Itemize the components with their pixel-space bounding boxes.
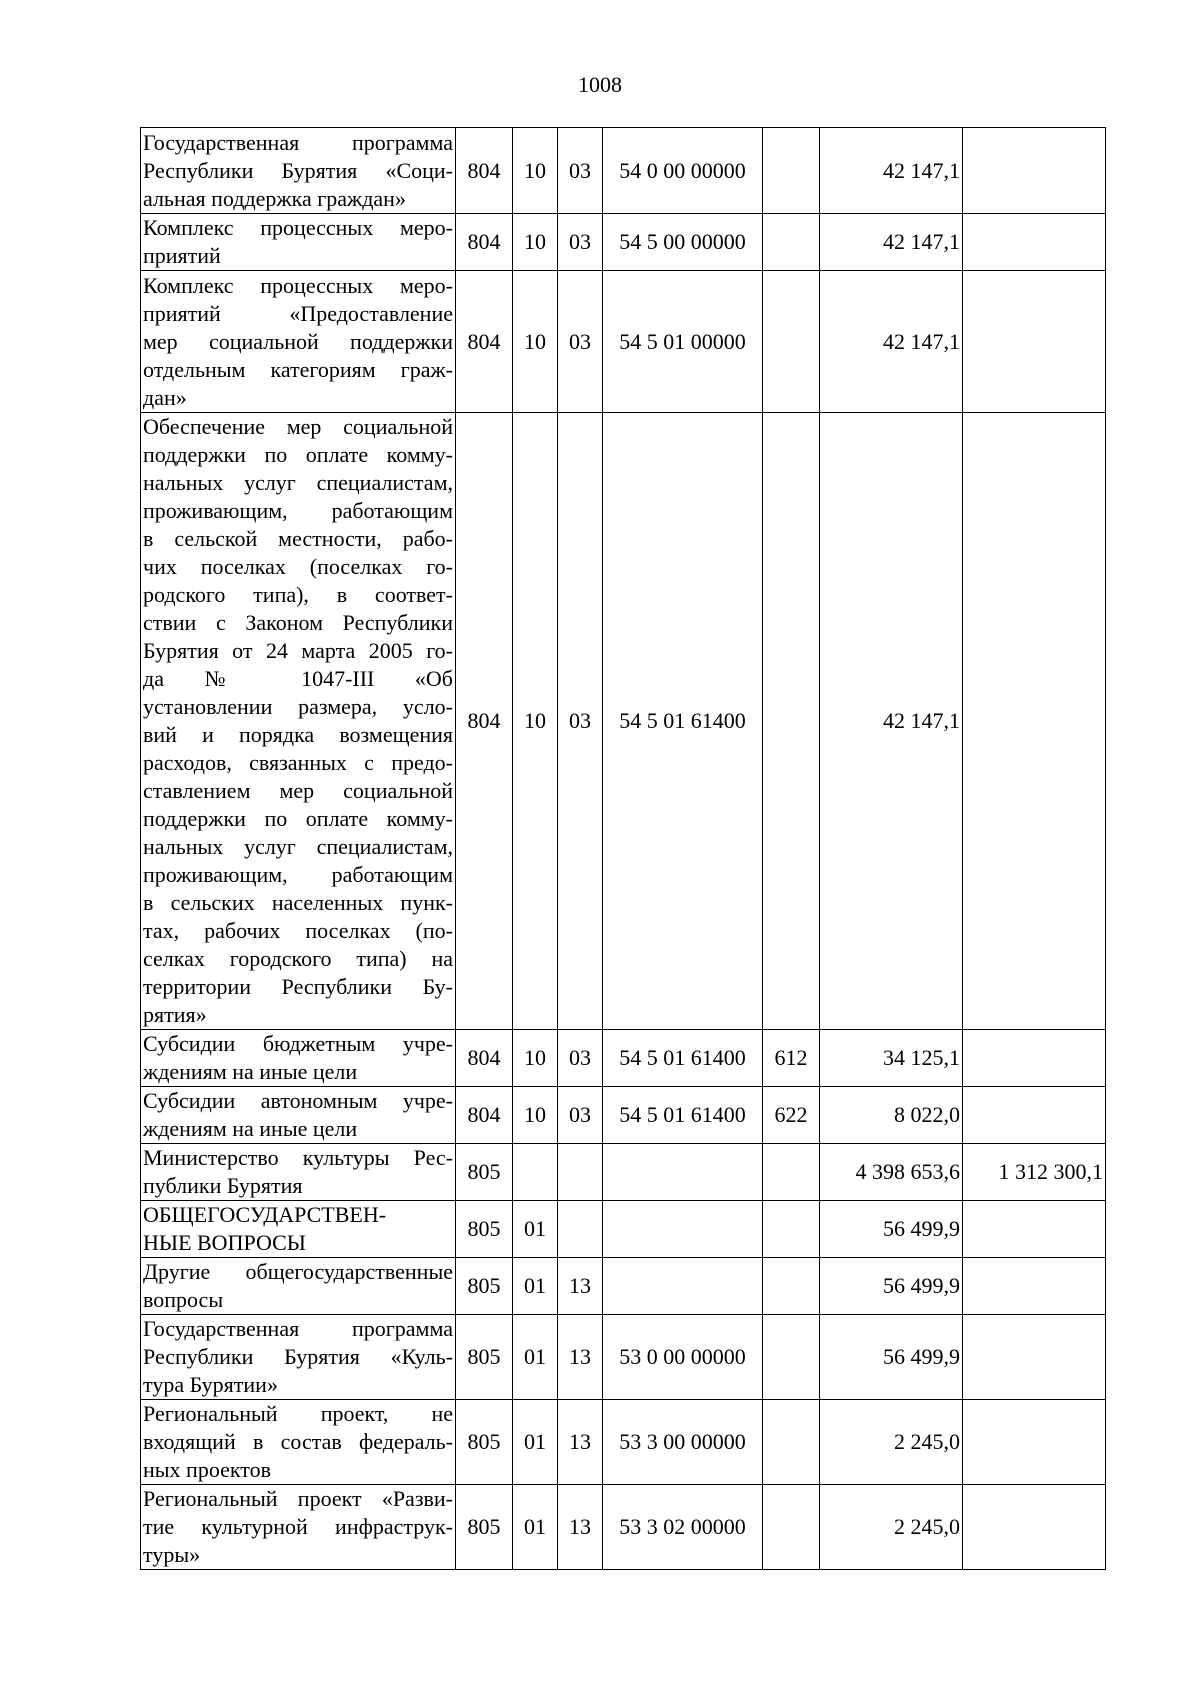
row-name-line: Субсидии бюджетным учре- — [143, 1031, 453, 1056]
amount-extra-cell — [963, 1485, 1106, 1570]
row-name-line: чих поселках (поселках го- — [143, 554, 453, 579]
row-name-line: проживающим, работающим — [143, 862, 453, 887]
row-name-cell — [141, 1201, 456, 1258]
section-code-cell: 01 — [513, 1485, 558, 1570]
target-article-cell: 54 5 01 00000 — [603, 271, 763, 413]
row-name-cell — [141, 1315, 456, 1400]
section-code-cell: 10 — [513, 271, 558, 413]
row-name-line: мер социальной поддержки — [143, 328, 453, 354]
expense-type-cell — [763, 271, 820, 413]
subsection-code-cell: 13 — [558, 1315, 603, 1400]
target-article-cell: 54 5 01 61400 — [603, 1087, 763, 1144]
ministry-code-cell: 805 — [456, 1144, 513, 1201]
row-name-line: НЫЕ ВОПРОСЫ — [143, 1230, 306, 1255]
amount-cell: 2 245,0 — [820, 1400, 963, 1485]
row-name-cell — [141, 214, 456, 271]
section-code-cell: 10 — [513, 214, 558, 271]
target-article-cell — [603, 1258, 763, 1315]
row-name-line: Субсидии автономным учре- — [143, 1088, 453, 1113]
amount-cell: 42 147,1 — [820, 214, 963, 271]
table-row — [141, 1485, 1106, 1570]
amount-extra-cell — [963, 1087, 1106, 1144]
row-name-line: Бурятия от 24 марта 2005 го- — [143, 638, 453, 663]
target-article-cell: 53 3 00 00000 — [603, 1400, 763, 1485]
row-name-line: да № 1047-III «Об — [143, 666, 453, 691]
amount-extra-cell — [963, 271, 1106, 413]
subsection-code-cell: 03 — [558, 128, 603, 214]
table-row — [141, 413, 1106, 1030]
subsection-code-cell: 03 — [558, 413, 603, 1030]
ministry-code-cell: 804 — [456, 271, 513, 413]
amount-cell: 4 398 653,6 — [820, 1144, 963, 1201]
row-name-line: Комплекс процессных меро- — [143, 215, 453, 240]
amount-extra-cell: 1 312 300,1 — [963, 1144, 1106, 1201]
subsection-code-cell: 13 — [558, 1400, 603, 1485]
row-name-line: тура Бурятии» — [143, 1372, 278, 1397]
amount-cell: 2 245,0 — [820, 1485, 963, 1570]
table-row — [141, 1030, 1106, 1087]
amount-extra-cell — [963, 214, 1106, 271]
row-name-line: отдельным категориям граж- — [143, 356, 453, 382]
row-name-line: расходов, связанных с предо- — [143, 750, 453, 775]
section-code-cell: 10 — [513, 128, 558, 214]
row-name-line: входящий в состав федераль- — [143, 1429, 453, 1454]
amount-cell: 56 499,9 — [820, 1201, 963, 1258]
row-name-cell — [141, 1030, 456, 1087]
target-article-cell: 54 5 01 61400 — [603, 1030, 763, 1087]
row-name-line: приятий — [143, 243, 221, 268]
row-name-line: ОБЩЕГОСУДАРСТВЕН- — [143, 1202, 387, 1227]
row-name-cell — [141, 1087, 456, 1144]
row-name-cell — [141, 128, 456, 214]
row-name-line: Республики Бурятия «Соци- — [143, 157, 453, 183]
row-name-line: Другие общегосударственные — [143, 1259, 453, 1284]
section-code-cell: 01 — [513, 1315, 558, 1400]
expense-type-cell — [763, 214, 820, 271]
target-article-cell: 54 5 01 61400 — [603, 413, 763, 1030]
target-article-cell: 53 0 00 00000 — [603, 1315, 763, 1400]
amount-cell: 42 147,1 — [820, 271, 963, 413]
table-row — [141, 1315, 1106, 1400]
table-row — [141, 214, 1106, 271]
expense-type-cell: 622 — [763, 1087, 820, 1144]
row-name-line: нальных услуг специалистам, — [143, 470, 453, 495]
row-name-line: в сельских населенных пунк- — [143, 890, 453, 915]
row-name-line: в сельской местности, рабо- — [143, 526, 453, 551]
subsection-code-cell: 03 — [558, 1087, 603, 1144]
row-name-line: рятия» — [143, 1002, 207, 1027]
subsection-code-cell — [558, 1144, 603, 1201]
page-number: 1008 — [578, 72, 622, 97]
expense-type-cell: 612 — [763, 1030, 820, 1087]
table-row — [141, 1258, 1106, 1315]
amount-cell: 56 499,9 — [820, 1258, 963, 1315]
row-name-line: ных проектов — [143, 1457, 271, 1482]
row-name-line: ждениям на иные цели — [143, 1059, 358, 1084]
row-name-line: ждениям на иные цели — [143, 1116, 358, 1141]
amount-cell: 34 125,1 — [820, 1030, 963, 1087]
table-row — [141, 271, 1106, 413]
section-code-cell: 01 — [513, 1258, 558, 1315]
row-name-line: поддержки по оплате комму- — [143, 442, 453, 467]
subsection-code-cell — [558, 1201, 603, 1258]
row-name-line: Государственная программа — [143, 129, 453, 155]
amount-extra-cell — [963, 1201, 1106, 1258]
row-name-line: вий и порядка возмещения — [143, 722, 453, 747]
row-name-line: Республики Бурятия «Куль- — [143, 1344, 453, 1369]
target-article-cell — [603, 1201, 763, 1258]
ministry-code-cell: 805 — [456, 1485, 513, 1570]
row-name-line: приятий «Предоставление — [143, 300, 453, 326]
ministry-code-cell: 805 — [456, 1315, 513, 1400]
section-code-cell: 01 — [513, 1400, 558, 1485]
ministry-code-cell: 805 — [456, 1400, 513, 1485]
expense-type-cell — [763, 413, 820, 1030]
amount-extra-cell — [963, 1315, 1106, 1400]
amount-cell: 42 147,1 — [820, 413, 963, 1030]
row-name-line: туры» — [143, 1542, 201, 1567]
row-name-line: нальных услуг специалистам, — [143, 834, 453, 859]
row-name-line: альная поддержка граждан» — [143, 185, 406, 211]
subsection-code-cell: 13 — [558, 1258, 603, 1315]
subsection-code-cell: 13 — [558, 1485, 603, 1570]
expense-type-cell — [763, 1400, 820, 1485]
row-name-line: поддержки по оплате комму- — [143, 806, 453, 831]
row-name-line: тах, рабочих поселках (по- — [143, 918, 453, 943]
ministry-code-cell: 804 — [456, 128, 513, 214]
expense-type-cell — [763, 1201, 820, 1258]
row-name-cell — [141, 1400, 456, 1485]
row-name-line: Региональный проект, не — [143, 1401, 453, 1426]
section-code-cell: 10 — [513, 413, 558, 1030]
subsection-code-cell: 03 — [558, 1030, 603, 1087]
expense-type-cell — [763, 1258, 820, 1315]
ministry-code-cell: 804 — [456, 214, 513, 271]
row-name-line: ставлением мер социальной — [143, 778, 453, 803]
row-name-cell — [141, 1258, 456, 1315]
row-name-line: Комплекс процессных меро- — [143, 272, 453, 298]
row-name-cell — [141, 1144, 456, 1201]
row-name-line: тие культурной инфраструк- — [143, 1514, 453, 1539]
row-name-line: Обеспечение мер социальной — [143, 414, 453, 439]
row-name-line: территории Республики Бу- — [143, 974, 453, 999]
ministry-code-cell: 804 — [456, 1087, 513, 1144]
ministry-code-cell: 805 — [456, 1201, 513, 1258]
row-name-cell — [141, 271, 456, 413]
target-article-cell: 53 3 02 00000 — [603, 1485, 763, 1570]
row-name-line: Министерство культуры Рес- — [143, 1145, 453, 1170]
expense-type-cell — [763, 1144, 820, 1201]
target-article-cell: 54 0 00 00000 — [603, 128, 763, 214]
amount-cell: 56 499,9 — [820, 1315, 963, 1400]
target-article-cell: 54 5 00 00000 — [603, 214, 763, 271]
table-row — [141, 1144, 1106, 1201]
subsection-code-cell: 03 — [558, 214, 603, 271]
table-row — [141, 1400, 1106, 1485]
row-name-line: Региональный проект «Разви- — [143, 1486, 453, 1511]
expense-type-cell — [763, 1315, 820, 1400]
row-name-cell — [141, 413, 456, 1030]
amount-cell: 8 022,0 — [820, 1087, 963, 1144]
row-name-line: установлении размера, усло- — [143, 694, 453, 719]
row-name-line: вопросы — [143, 1287, 224, 1312]
ministry-code-cell: 804 — [456, 413, 513, 1030]
section-code-cell — [513, 1144, 558, 1201]
section-code-cell: 10 — [513, 1087, 558, 1144]
row-name-line: ствии с Законом Республики — [143, 610, 453, 635]
ministry-code-cell: 804 — [456, 1030, 513, 1087]
row-name-cell — [141, 1485, 456, 1570]
amount-extra-cell — [963, 413, 1106, 1030]
table-row — [141, 1087, 1106, 1144]
subsection-code-cell: 03 — [558, 271, 603, 413]
expense-type-cell — [763, 1485, 820, 1570]
table-row — [141, 1201, 1106, 1258]
section-code-cell: 10 — [513, 1030, 558, 1087]
amount-extra-cell — [963, 1258, 1106, 1315]
amount-extra-cell — [963, 128, 1106, 214]
budget-table — [140, 127, 1106, 1570]
table-row — [141, 128, 1106, 214]
expense-type-cell — [763, 128, 820, 214]
table-body — [141, 128, 1106, 1570]
amount-extra-cell — [963, 1400, 1106, 1485]
row-name-line: публики Бурятия — [143, 1173, 303, 1198]
section-code-cell: 01 — [513, 1201, 558, 1258]
target-article-cell — [603, 1144, 763, 1201]
amount-extra-cell — [963, 1030, 1106, 1087]
row-name-line: дан» — [143, 384, 187, 410]
ministry-code-cell: 805 — [456, 1258, 513, 1315]
row-name-line: селках городского типа) на — [143, 946, 453, 971]
row-name-line: Государственная программа — [143, 1316, 453, 1341]
amount-cell: 42 147,1 — [820, 128, 963, 214]
row-name-line: родского типа), в соответ- — [143, 582, 453, 607]
row-name-line: проживающим, работающим — [143, 498, 453, 523]
